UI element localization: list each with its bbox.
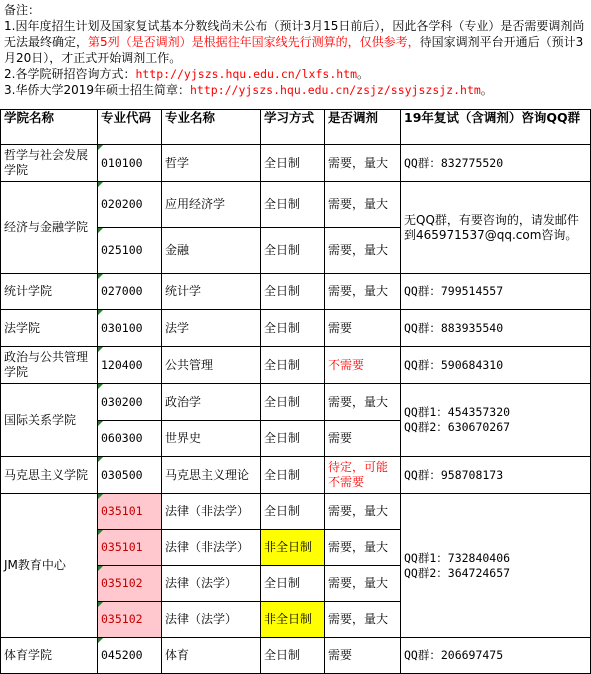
adjust-cell: 需要，量大 xyxy=(325,274,401,310)
contact-link[interactable]: http://yjszs.hqu.edu.cn/lxfs.htm xyxy=(135,67,358,81)
admissions-table xyxy=(0,109,591,674)
code-cell: 035102 xyxy=(98,602,162,638)
college-cell: 经济与金融学院 xyxy=(1,182,98,274)
major-cell: 法学 xyxy=(162,310,261,347)
note-1-text-end: 待国家调剂平台开通后（预计3月20日），才正式开始调剂工作。 xyxy=(4,35,584,65)
qq-cell: QQ群：883935540 xyxy=(401,310,591,347)
major-cell: 法律（非法学） xyxy=(162,530,261,566)
mode-cell: 非全日制 xyxy=(261,530,325,566)
adjust-cell: 需要 xyxy=(325,638,401,674)
header-adjust: 是否调剂 xyxy=(325,110,401,145)
adjust-cell: 需要，量大 xyxy=(325,384,401,421)
college-cell: 哲学与社会发展学院 xyxy=(1,145,98,182)
mode-cell: 全日制 xyxy=(261,566,325,602)
table-row xyxy=(1,347,591,384)
major-cell: 法律（法学） xyxy=(162,602,261,638)
major-cell: 体育 xyxy=(162,638,261,674)
notes-block xyxy=(4,2,589,98)
major-cell: 政治学 xyxy=(162,384,261,421)
table-row xyxy=(1,274,591,310)
header-code: 专业代码 xyxy=(98,110,162,145)
note-2 xyxy=(4,66,589,82)
adjust-cell: 需要，量大 xyxy=(325,602,401,638)
code-cell: 027000 xyxy=(98,274,162,310)
table-row xyxy=(1,638,591,674)
header-major: 专业名称 xyxy=(162,110,261,145)
brochure-link[interactable]: http://yjszs.hqu.edu.cn/zsjz/ssyjszsjz.htm xyxy=(190,83,481,97)
major-cell: 法律（非法学） xyxy=(162,494,261,530)
adjust-cell: 需要，量大 xyxy=(325,530,401,566)
code-cell: 035101 xyxy=(98,530,162,566)
table-row xyxy=(1,457,591,494)
adjust-cell: 需要 xyxy=(325,310,401,347)
note-1-highlight: 第5列（是否调剂）是根据往年国家线先行测算的，仅供参考， xyxy=(88,35,420,49)
mode-cell: 全日制 xyxy=(261,421,325,457)
adjust-cell: 需要，量大 xyxy=(325,566,401,602)
adjust-cell: 需要，量大 xyxy=(325,494,401,530)
table-row xyxy=(1,182,591,228)
code-cell: 030200 xyxy=(98,384,162,421)
code-cell: 010100 xyxy=(98,145,162,182)
major-cell: 法律（法学） xyxy=(162,566,261,602)
adjust-cell: 需要 xyxy=(325,421,401,457)
code-cell: 030100 xyxy=(98,310,162,347)
mode-cell: 全日制 xyxy=(261,638,325,674)
mode-cell: 全日制 xyxy=(261,145,325,182)
note-3-end: 。 xyxy=(480,83,493,97)
table-row xyxy=(1,494,591,530)
note-3-text: 3.华侨大学2019年硕士招生简章： xyxy=(4,83,190,97)
major-cell: 哲学 xyxy=(162,145,261,182)
mode-cell: 全日制 xyxy=(261,384,325,421)
note-1-text: 1.因年度招生计划及国家复试基本分数线尚未公布（预计3月15日前后），因此各学科（专业）是否需要调剂尚无法最终确定， xyxy=(4,19,585,49)
qq-cell: QQ群1：454357320 QQ群2：630670267 xyxy=(401,384,591,457)
major-cell: 金融 xyxy=(162,228,261,274)
major-cell: 马克思主义理论 xyxy=(162,457,261,494)
note-2-text: 2.各学院研招咨询方式： xyxy=(4,67,136,81)
mode-cell: 全日制 xyxy=(261,347,325,384)
adjust-cell: 需要，量大 xyxy=(325,182,401,228)
major-cell: 统计学 xyxy=(162,274,261,310)
note-3 xyxy=(4,82,589,98)
major-cell: 应用经济学 xyxy=(162,182,261,228)
header-qq: 19年复试（含调剂）咨询QQ群 xyxy=(401,110,591,145)
college-cell: 法学院 xyxy=(1,310,98,347)
mode-cell: 全日制 xyxy=(261,274,325,310)
college-cell: 国际关系学院 xyxy=(1,384,98,457)
note-2-end: 。 xyxy=(357,67,370,81)
note-1 xyxy=(4,18,589,66)
header-college: 学院名称 xyxy=(1,110,98,145)
adjust-cell: 待定，可能不需要 xyxy=(325,457,401,494)
code-cell: 035102 xyxy=(98,566,162,602)
mode-cell: 全日制 xyxy=(261,457,325,494)
college-cell: JM教育中心 xyxy=(1,494,98,638)
qq-cell: QQ群：958708173 xyxy=(401,457,591,494)
header-mode: 学习方式 xyxy=(261,110,325,145)
table-row xyxy=(1,310,591,347)
code-cell: 045200 xyxy=(98,638,162,674)
qq-cell: QQ群1：732840406 QQ群2：364724657 xyxy=(401,494,591,638)
qq-cell: QQ群：832775520 xyxy=(401,145,591,182)
adjust-cell: 不需要 xyxy=(325,347,401,384)
qq-cell: QQ群：590684310 xyxy=(401,347,591,384)
college-cell: 政治与公共管理学院 xyxy=(1,347,98,384)
table-row xyxy=(1,384,591,421)
code-cell: 035101 xyxy=(98,494,162,530)
major-cell: 公共管理 xyxy=(162,347,261,384)
adjust-cell: 需要，量大 xyxy=(325,145,401,182)
notes-title: 备注： xyxy=(4,3,41,17)
code-cell: 020200 xyxy=(98,182,162,228)
qq-cell: QQ群：799514557 xyxy=(401,274,591,310)
adjust-cell: 需要，量大 xyxy=(325,228,401,274)
college-cell: 体育学院 xyxy=(1,638,98,674)
mode-cell: 全日制 xyxy=(261,228,325,274)
header-row xyxy=(1,110,591,145)
mode-cell: 全日制 xyxy=(261,310,325,347)
college-cell: 统计学院 xyxy=(1,274,98,310)
code-cell: 025100 xyxy=(98,228,162,274)
college-cell: 马克思主义学院 xyxy=(1,457,98,494)
table-row xyxy=(1,145,591,182)
code-cell: 060300 xyxy=(98,421,162,457)
mode-cell: 全日制 xyxy=(261,182,325,228)
qq-cell: QQ群：206697475 xyxy=(401,638,591,674)
mode-cell: 全日制 xyxy=(261,494,325,530)
major-cell: 世界史 xyxy=(162,421,261,457)
qq-cell: 无QQ群，有要咨询的，请发邮件到465971537@qq.com咨询。 xyxy=(401,182,591,274)
code-cell: 030500 xyxy=(98,457,162,494)
mode-cell: 非全日制 xyxy=(261,602,325,638)
code-cell: 120400 xyxy=(98,347,162,384)
